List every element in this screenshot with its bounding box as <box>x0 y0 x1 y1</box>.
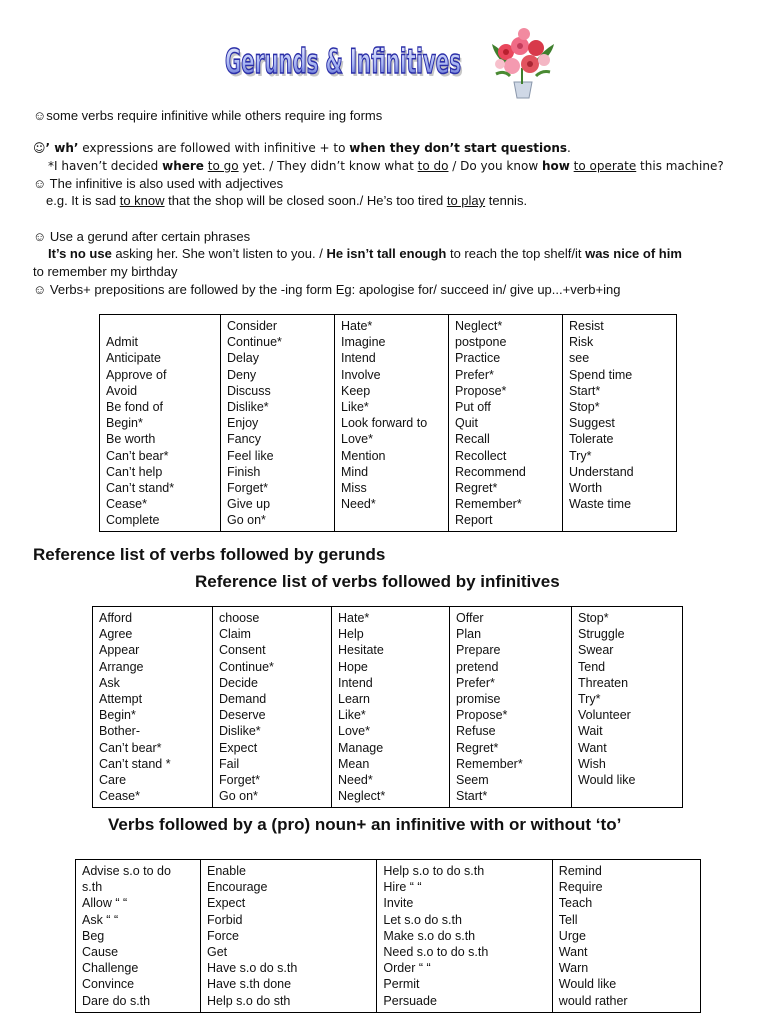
verb-entry: Wait <box>578 724 603 739</box>
verb-entry: Propose* <box>455 383 507 398</box>
verb-entry: Threaten <box>578 675 629 690</box>
pronoun-table-column <box>201 860 377 1013</box>
verb-entry: Make s.o do s.th <box>383 928 476 943</box>
verb-entry: Spend time <box>569 367 633 382</box>
heading-infinitives: Reference list of verbs followed by infinitives <box>195 572 560 591</box>
verb-entry: Mind <box>341 464 369 479</box>
verb-entry: see <box>569 351 590 366</box>
pronoun-table-column <box>377 860 552 1013</box>
empty-line <box>341 512 448 528</box>
verb-entry: Can’t bear* <box>99 740 162 755</box>
verb-entry: Seem <box>456 772 489 787</box>
verb-entry: Love* <box>341 432 373 447</box>
verb-entry: Prepare <box>456 643 501 658</box>
verb-entry: Be fond of <box>106 399 163 414</box>
verb-entry: Urge <box>558 928 586 943</box>
verb-entry: Remember* <box>456 756 523 771</box>
verb-entry: Enjoy <box>227 416 259 431</box>
note-verb-prepositions: ☺ Verbs+ prepositions are followed by the -ing form Eg: apologise for/ succeed in/ give up...+verb+ing <box>33 282 621 297</box>
verb-entry: Propose* <box>456 708 508 723</box>
verb-entry: Can’t stand * <box>99 756 171 771</box>
verb-entry: Recommend <box>455 464 526 479</box>
verb-entry: Struggle <box>578 627 625 642</box>
verb-entry: Try* <box>578 691 601 706</box>
verb-entry: pretend <box>456 659 499 674</box>
example-wh-sentences: *I haven’t decided where to go yet. / They didn’t know what to do / Do you know how to operate this machine? <box>48 159 724 173</box>
verb-entry: Put off <box>455 399 491 414</box>
pronoun-table-column <box>76 860 201 1013</box>
verb-entry: Prefer* <box>455 367 494 382</box>
verb-entry: Like* <box>338 708 366 723</box>
verb-entry: Regret* <box>456 740 499 755</box>
verb-entry: Need s.o to do s.th <box>383 944 489 959</box>
verb-entry: Waste time <box>569 497 632 512</box>
example-adjectives: e.g. It is sad to know that the shop will be closed soon./ He’s too tired to play tennis. <box>46 193 528 208</box>
verb-entry: Try* <box>569 448 592 463</box>
verb-entry: Imagine <box>341 335 386 350</box>
heading-gerunds: Reference list of verbs followed by gerunds <box>33 545 386 564</box>
verb-entry <box>106 318 220 334</box>
verb-entry: Consent <box>219 643 266 658</box>
note-wh-expressions: ☺’ wh’ expressions are followed with infinitive + to when they don’t start questions. <box>33 141 571 155</box>
smiley-icon: ☺ <box>33 282 47 297</box>
note-adjectives: ☺ The infinitive is also used with adjectives <box>33 176 284 191</box>
verb-entry: Learn <box>338 691 370 706</box>
verb-entry: Begin* <box>106 416 143 431</box>
verb-entry: Delay <box>227 351 259 366</box>
smiley-icon: ☺ <box>33 141 46 155</box>
verb-entry: Tell <box>558 912 578 927</box>
worksheet-title <box>222 38 466 86</box>
verb-entry: Hate* <box>341 319 373 333</box>
verb-entry: Remember* <box>455 497 522 512</box>
verb-entry: Involve <box>341 367 381 382</box>
table-row <box>76 860 701 1013</box>
verb-entry: Permit <box>383 977 420 992</box>
verb-entry: Finish <box>227 464 261 479</box>
verb-entry: Attempt <box>99 691 143 706</box>
pronoun-infinitive-table <box>75 859 701 1013</box>
verb-entry: Deserve <box>219 708 266 723</box>
verb-entry: Wish <box>578 756 606 771</box>
verb-entry: Want <box>578 740 607 755</box>
example-gerund-phrases-cont: to remember my birthday <box>33 264 178 279</box>
verb-entry: Go on* <box>219 789 258 804</box>
verb-entry: Expect <box>207 896 246 911</box>
verb-entry: Ask “ “ <box>82 912 119 927</box>
verb-entry: Challenge <box>82 961 139 976</box>
verb-entry: Cease* <box>99 789 140 804</box>
verb-entry: Need* <box>338 772 373 787</box>
verb-entry: Beg <box>82 928 105 943</box>
verb-entry: Care <box>99 772 127 787</box>
verb-entry: Encourage <box>207 880 268 895</box>
verb-entry: Fail <box>219 756 240 771</box>
verb-entry: Give up <box>227 497 271 512</box>
verb-entry: Start* <box>569 383 601 398</box>
verb-entry: Swear <box>578 643 614 658</box>
verb-entry: Invite <box>383 896 414 911</box>
verb-entry: Hesitate <box>338 643 384 658</box>
verb-entry: Would like <box>558 977 617 992</box>
verb-entry: Consider <box>227 319 278 333</box>
verb-entry: Plan <box>456 627 482 642</box>
heading-pronoun-infinitive: Verbs followed by a (pro) noun+ an infinitive with or without ‘to’ <box>108 815 622 834</box>
verb-entry: Advise s.o to do <box>82 864 171 878</box>
verb-entry: Have s.o do s.th <box>207 961 298 976</box>
verb-entry: Dislike* <box>227 399 269 414</box>
verb-entry: Cease* <box>106 497 147 512</box>
verb-entry: Hate* <box>338 611 370 625</box>
verb-entry: Decide <box>219 675 258 690</box>
verb-entry: Remind <box>558 864 602 878</box>
note-verbs-forms: ☺some verbs require infinitive while others require ing forms <box>33 108 383 123</box>
verb-entry: Tend <box>578 659 606 674</box>
verb-entry: Volunteer <box>578 708 631 723</box>
verb-entry: Intend <box>338 675 373 690</box>
verb-entry: Neglect* <box>338 789 386 804</box>
verb-entry: Fancy <box>227 432 262 447</box>
verb-entry: Hope <box>338 659 368 674</box>
verb-entry: Continue* <box>227 335 282 350</box>
verb-entry: Begin* <box>99 708 136 723</box>
table-row <box>100 315 677 532</box>
verb-entry: Convince <box>82 977 135 992</box>
svg-text:Gerunds & Infinitives: Gerunds & Infinitives <box>225 42 461 82</box>
verb-entry: choose <box>219 611 260 625</box>
verb-entry: Report <box>455 513 493 528</box>
infinitive-table-column <box>450 607 572 808</box>
note-gerund-phrases: ☺ Use a gerund after certain phrases <box>33 229 251 244</box>
flower-bouquet-image <box>484 24 562 100</box>
verb-entry: Dare do s.th <box>82 993 151 1008</box>
verb-entry: Discuss <box>227 383 271 398</box>
verb-entry: Practice <box>455 351 501 366</box>
verb-entry: Look forward to <box>341 416 428 431</box>
verb-entry: Recollect <box>455 448 507 463</box>
verb-entry: Worth <box>569 480 603 495</box>
infinitive-verbs-table <box>92 606 683 808</box>
infinitive-table-column <box>213 607 332 808</box>
verb-entry: Quit <box>455 416 478 431</box>
verb-entry: Suggest <box>569 416 615 431</box>
verb-entry: Need* <box>341 497 376 512</box>
verb-entry: Teach <box>558 896 593 911</box>
smiley-icon: ☺ <box>33 229 47 244</box>
verb-entry: Warn <box>558 961 589 976</box>
verb-entry: Would like <box>578 772 636 787</box>
verb-entry: would rather <box>558 993 628 1008</box>
verb-entry: s.th <box>82 880 103 895</box>
svg-text:Gerunds & Infinitives: Gerunds & Infinitives <box>227 45 463 85</box>
verb-entry: Start* <box>456 789 488 804</box>
verb-entry: Ask <box>99 675 120 690</box>
verb-entry: Enable <box>207 864 246 878</box>
verb-entry: Recall <box>455 432 490 447</box>
verb-entry: Stop* <box>578 611 609 625</box>
gerund-table-column <box>449 315 563 532</box>
verb-entry: Anticipate <box>106 351 161 366</box>
smiley-icon: ☺ <box>33 108 47 123</box>
infinitive-table-column <box>93 607 213 808</box>
verb-entry: Have s.th done <box>207 977 292 992</box>
verb-entry: Let s.o do s.th <box>383 912 462 927</box>
verb-entry: Want <box>558 944 588 959</box>
pronoun-table-column <box>552 860 700 1013</box>
verb-entry: Help s.o to do s.th <box>383 864 485 878</box>
verb-entry: Persuade <box>383 993 437 1008</box>
verb-entry: Manage <box>338 740 384 755</box>
verb-entry: Intend <box>341 351 376 366</box>
verb-entry: Appear <box>99 643 140 658</box>
verb-entry: Dislike* <box>219 724 261 739</box>
verb-entry: Approve of <box>106 367 167 382</box>
verb-entry: Understand <box>569 464 634 479</box>
verb-entry: Arrange <box>99 659 144 674</box>
infinitive-table-column <box>572 607 683 808</box>
gerund-table-column <box>100 315 221 532</box>
verb-entry: Can’t bear* <box>106 448 169 463</box>
verb-entry: Tolerate <box>569 432 614 447</box>
verb-entry: Avoid <box>106 383 138 398</box>
verb-entry: Neglect* <box>455 319 503 333</box>
verb-entry: Can’t stand* <box>106 480 175 495</box>
verb-entry: Prefer* <box>456 675 495 690</box>
verb-entry: Claim <box>219 627 251 642</box>
verb-entry: Offer <box>456 611 484 625</box>
verb-entry: Hire “ “ <box>383 880 422 895</box>
verb-entry: Cause <box>82 944 119 959</box>
verb-entry: Risk <box>569 335 594 350</box>
verb-entry: Forget* <box>227 480 268 495</box>
verb-entry: promise <box>456 691 501 706</box>
verb-entry: Forget* <box>219 772 260 787</box>
verb-entry: Help <box>338 627 364 642</box>
verb-entry: Can’t help <box>106 464 163 479</box>
verb-entry: Get <box>207 944 228 959</box>
verb-entry: Require <box>558 880 603 895</box>
verb-entry: postpone <box>455 335 507 350</box>
verb-entry: Love* <box>338 724 370 739</box>
verb-entry: Be worth <box>106 432 156 447</box>
verb-entry: Afford <box>99 611 133 625</box>
infinitive-table-column <box>332 607 450 808</box>
verb-entry: Resist <box>569 319 604 333</box>
verb-entry: Deny <box>227 367 257 382</box>
verb-entry: Mention <box>341 448 386 463</box>
verb-entry: Continue* <box>219 659 274 674</box>
gerund-verbs-table <box>99 314 677 532</box>
verb-entry: Like* <box>341 399 369 414</box>
verb-entry: Keep <box>341 383 371 398</box>
verb-entry: Go on* <box>227 513 266 528</box>
empty-line <box>569 512 676 528</box>
gerund-table-column <box>563 315 677 532</box>
verb-entry: Bother- <box>99 724 140 739</box>
verb-entry: Mean <box>338 756 370 771</box>
gerund-table-column <box>221 315 335 532</box>
verb-entry: Force <box>207 928 239 943</box>
verb-entry: Miss <box>341 480 367 495</box>
verb-entry: Admit <box>106 335 138 350</box>
verb-entry: Regret* <box>455 480 498 495</box>
verb-entry: Agree <box>99 627 133 642</box>
verb-entry: Stop* <box>569 399 600 414</box>
verb-entry: Feel like <box>227 448 274 463</box>
example-gerund-phrases: It’s no use asking her. She won’t listen to you. / He isn’t tall enough to reach the top shelf/it was nice of him <box>48 246 682 261</box>
verb-entry: Allow “ “ <box>82 896 128 911</box>
empty-line <box>578 788 682 804</box>
verb-entry: Demand <box>219 691 267 706</box>
smiley-icon: ☺ <box>33 176 47 191</box>
gerund-table-column <box>335 315 449 532</box>
verb-entry: Complete <box>106 513 160 528</box>
verb-entry: Expect <box>219 740 258 755</box>
verb-entry: Forbid <box>207 912 243 927</box>
verb-entry: Refuse <box>456 724 496 739</box>
table-row <box>93 607 683 808</box>
verb-entry: Help s.o do sth <box>207 993 291 1008</box>
verb-entry: Order “ “ <box>383 961 431 976</box>
